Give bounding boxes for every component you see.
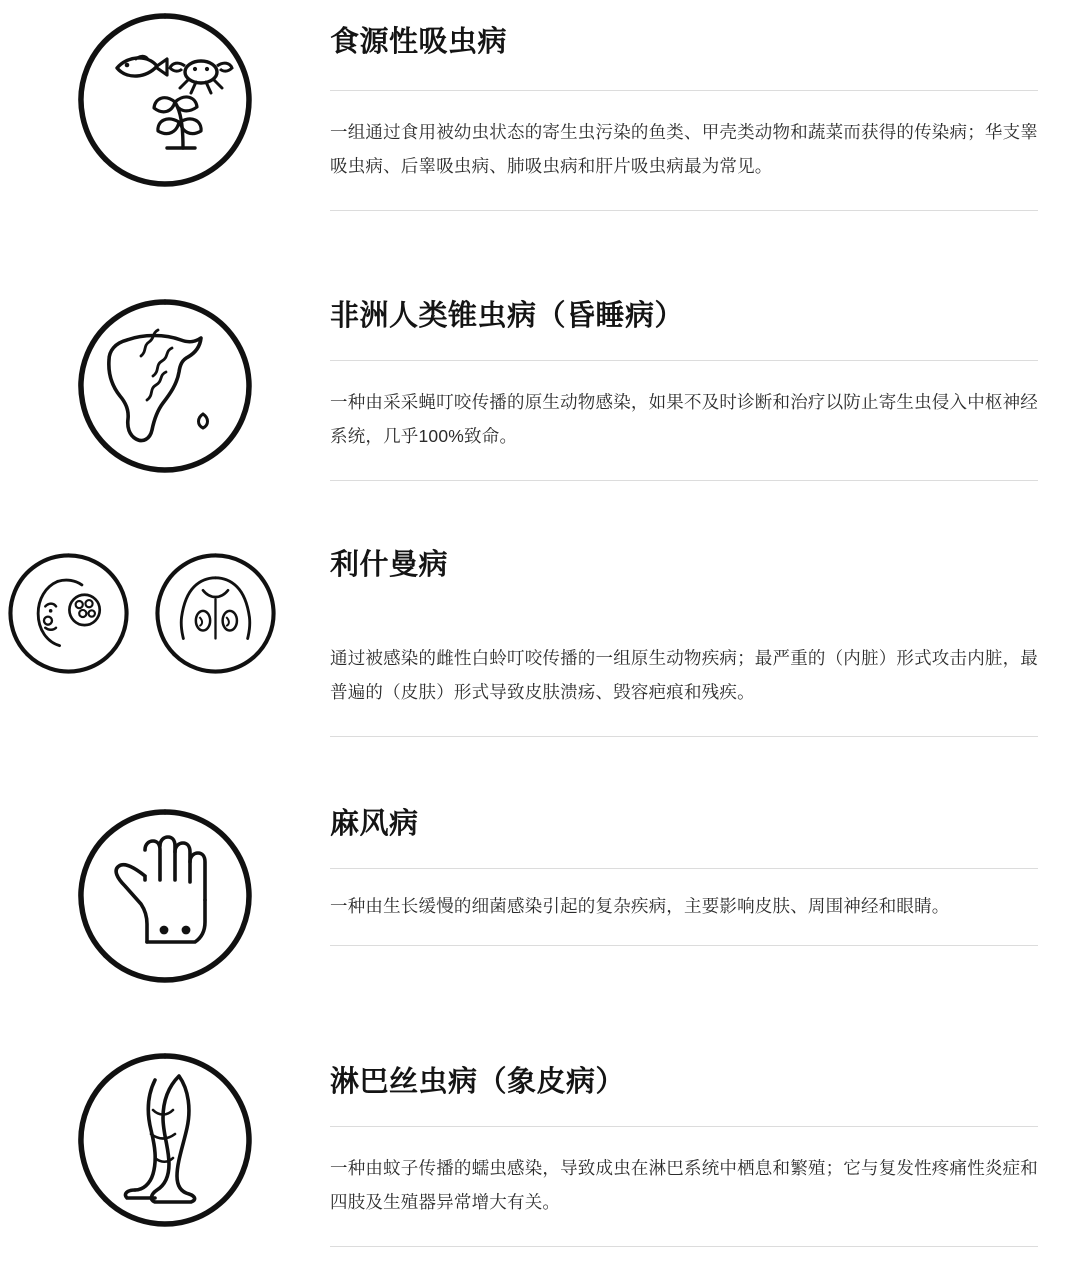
disease-text-container — [330, 0, 1080, 211]
fish-crab-plant-icon — [75, 10, 255, 190]
disease-description-wrap — [330, 868, 1038, 946]
face-skin-lesion-icon — [6, 551, 131, 676]
disease-description: 一种由生长缓慢的细菌感染引起的复杂疾病，主要影响皮肤、周围神经和眼睛。 — [330, 896, 950, 917]
disease-description-wrap — [330, 617, 1038, 736]
disease-text-container — [330, 1040, 1080, 1247]
disease-description: 通过被感染的雌性白蛉叮咬传播的一组原生动物疾病；最严重的（内脏）形式攻击内脏，最普遍的（皮肤）形式导致皮肤溃疡、毁容疤痕和残疾。 — [330, 648, 1038, 703]
disease-title: 淋巴丝虫病（象皮病） — [330, 1066, 626, 1098]
list-item — [0, 1040, 1080, 1267]
disease-title: 利什曼病 — [330, 549, 449, 581]
disease-title: 非洲人类锥虫病（昏睡病） — [330, 300, 685, 332]
list-item — [0, 0, 1080, 286]
disease-title: 麻风病 — [330, 808, 419, 840]
disease-description-wrap — [330, 1126, 1038, 1246]
disease-description-wrap — [330, 90, 1038, 210]
disease-icon-container — [0, 541, 330, 676]
disease-icon-container — [0, 0, 330, 190]
list-item — [0, 541, 1080, 796]
disease-text-container — [330, 286, 1080, 481]
disease-description: 一种由采采蝇叮咬传播的原生动物感染，如果不及时诊断和治疗以防止寄生虫侵入中枢神经系统，几乎100%致命。 — [330, 392, 1038, 447]
disease-description: 一种由蚊子传播的蠕虫感染，导致成虫在淋巴系统中栖息和繁殖；它与复发性疼痛性炎症和四肢及生殖器异常增大有关。 — [330, 1158, 1038, 1213]
disease-icon-container — [0, 796, 330, 986]
disease-text-container — [330, 541, 1080, 737]
africa-map-parasite-icon — [75, 296, 255, 476]
disease-description: 一组通过食用被幼虫状态的寄生虫污染的鱼类、甲壳类动物和蔬菜而获得的传染病；华支睾吸虫病、后睾吸虫病、肺吸虫病和肝片吸虫病最为常见。 — [330, 122, 1038, 177]
disease-description-wrap — [330, 360, 1038, 480]
disease-title: 食源性吸虫病 — [330, 26, 508, 58]
hand-nerve-icon — [75, 806, 255, 986]
disease-icon-container — [0, 1040, 330, 1230]
disease-icon-container — [0, 286, 330, 476]
disease-text-container — [330, 796, 1080, 946]
torso-internal-organs-icon — [153, 551, 278, 676]
list-item — [0, 796, 1080, 1040]
swollen-leg-icon — [75, 1050, 255, 1230]
list-item — [0, 286, 1080, 541]
